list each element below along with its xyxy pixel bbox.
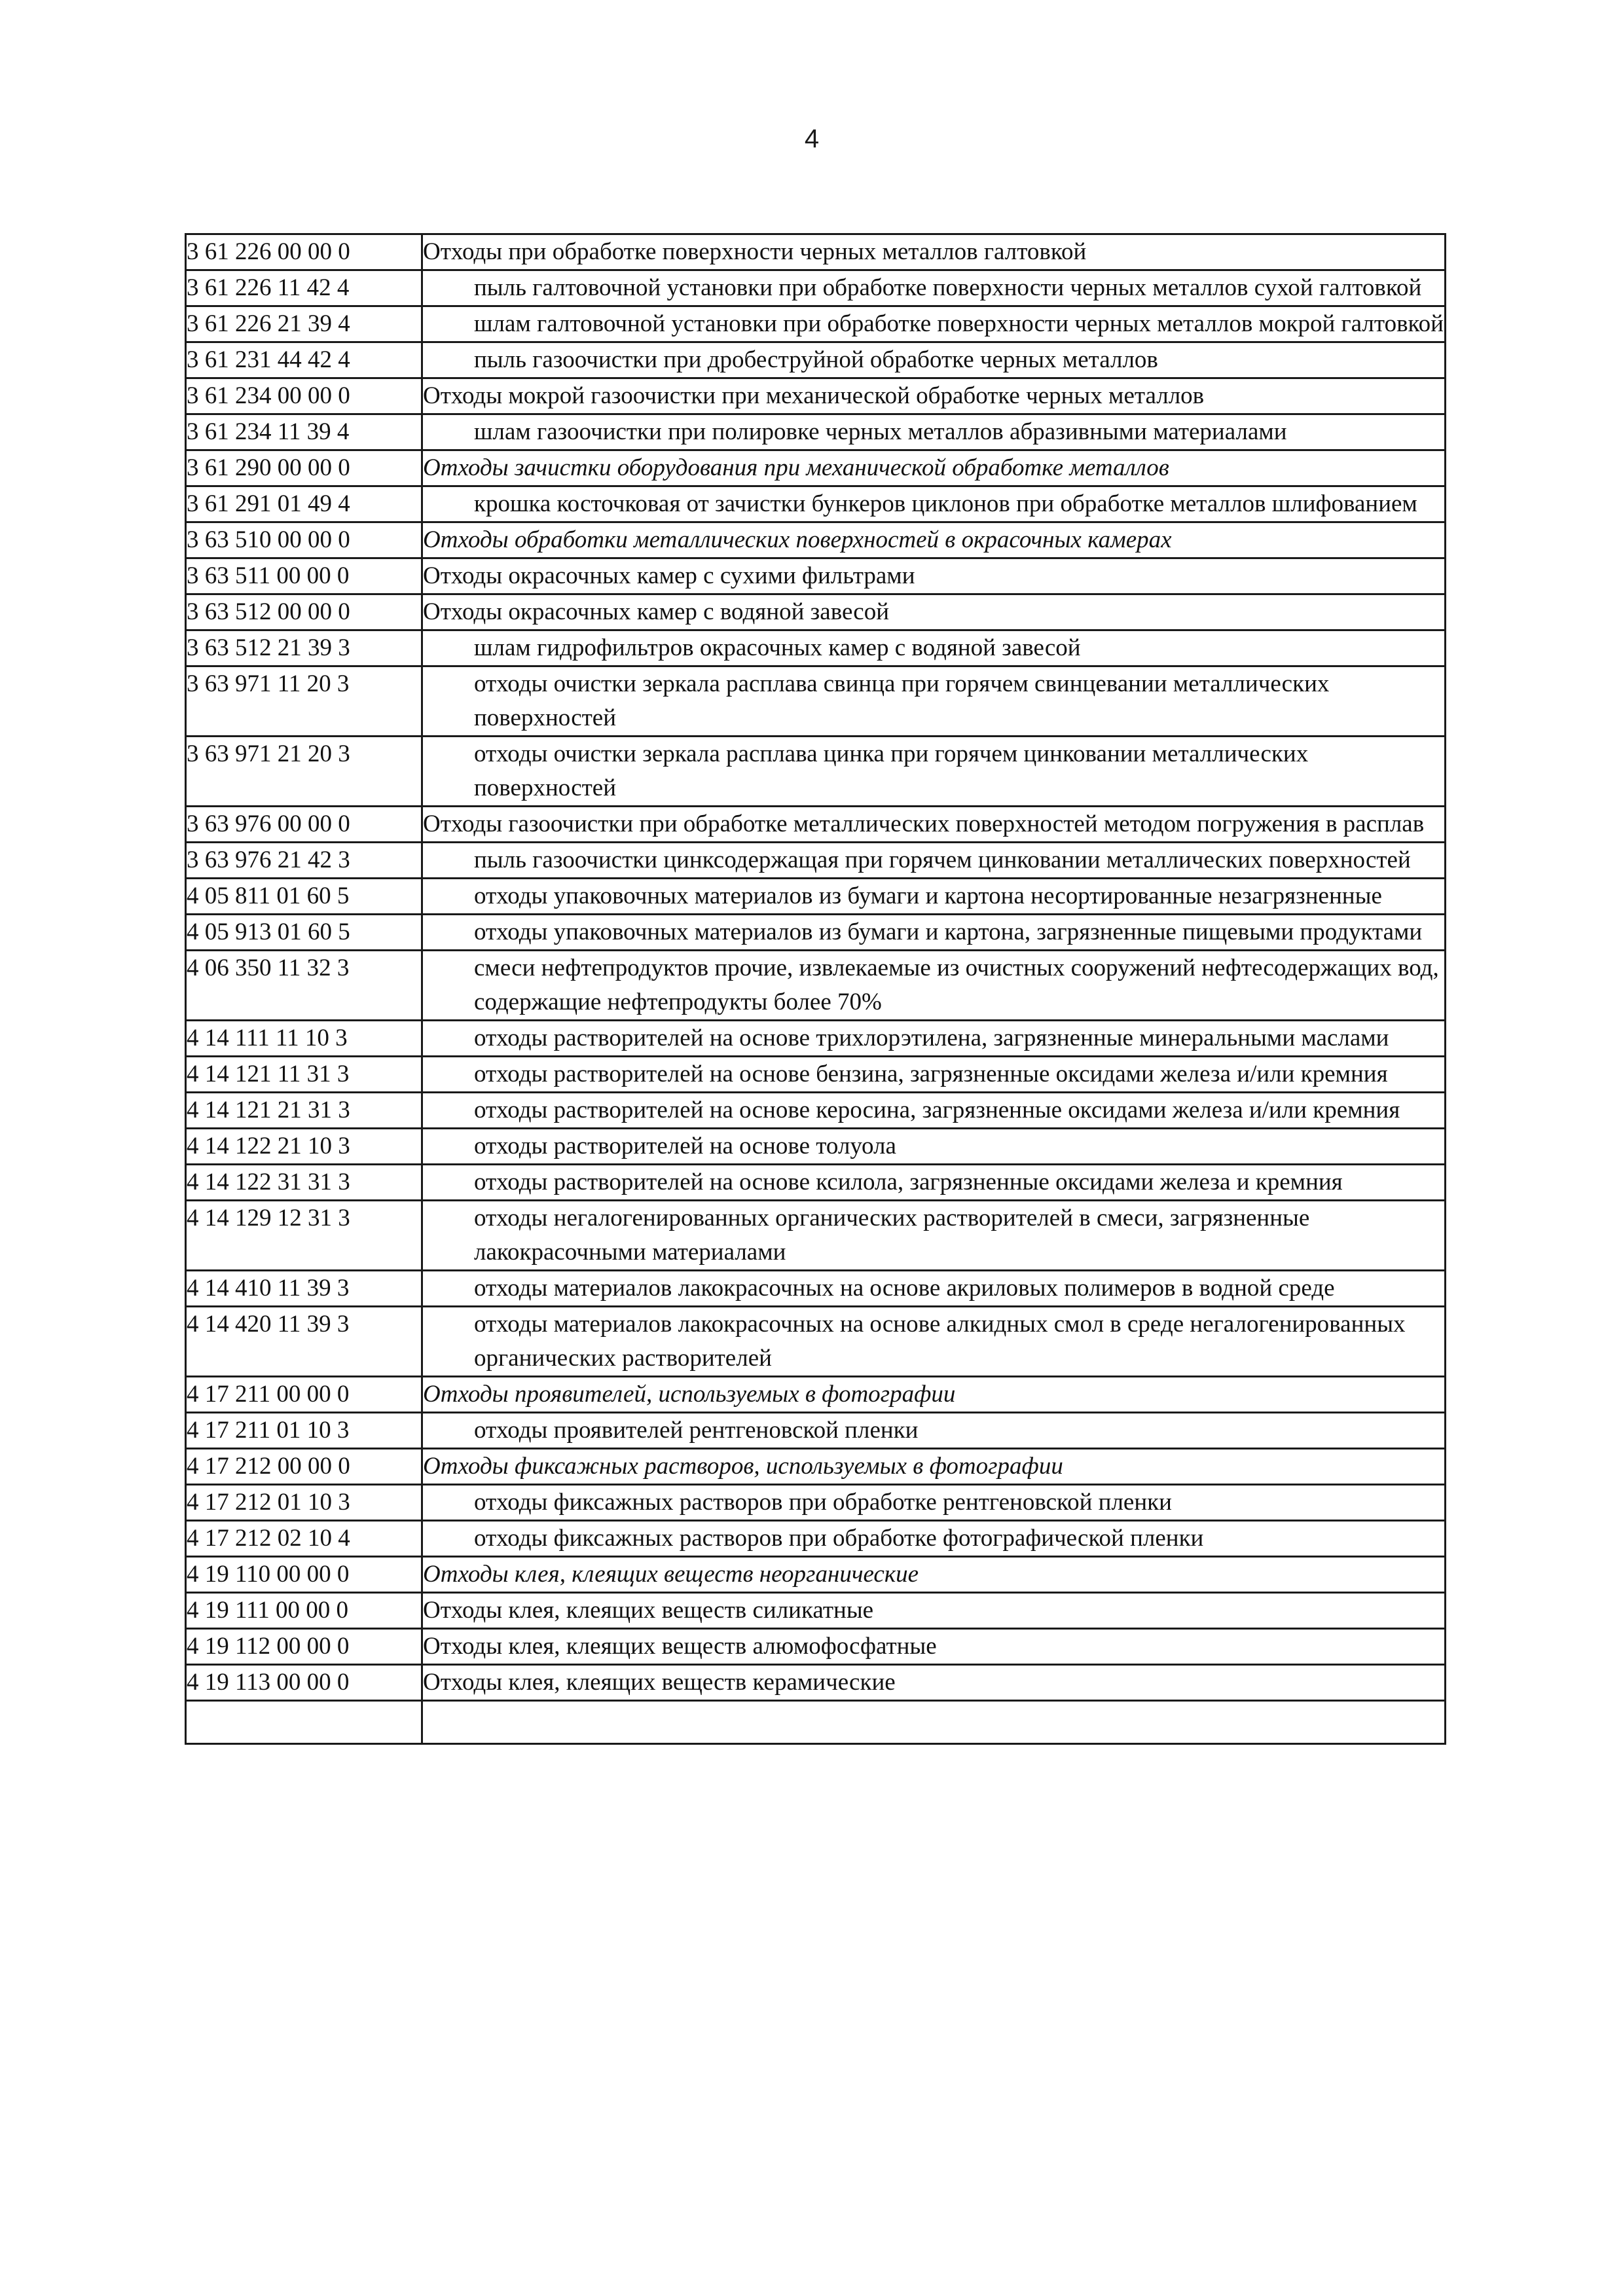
waste-code-cell: 4 14 121 21 31 3 xyxy=(186,1093,422,1129)
waste-code-cell: 4 17 212 00 00 0 xyxy=(186,1449,422,1485)
waste-name-cell: Отходы клея, клеящих веществ алюмофосфатные xyxy=(422,1629,1446,1665)
waste-name-cell: отходы проявителей рентгеновской пленки xyxy=(422,1413,1446,1449)
waste-name-cell: отходы растворителей на основе керосина, загрязненные оксидами железа и/или кремния xyxy=(422,1093,1446,1129)
waste-code-cell: 4 19 111 00 00 0 xyxy=(186,1593,422,1629)
waste-name-cell: отходы фиксажных растворов при обработке рентгеновской пленки xyxy=(422,1485,1446,1521)
waste-name-cell: отходы материалов лакокрасочных на основе акриловых полимеров в водной среде xyxy=(422,1271,1446,1307)
waste-code-cell: 4 05 811 01 60 5 xyxy=(186,879,422,915)
waste-name-cell: отходы очистки зеркала расплава цинка при горячем цинковании металлических поверхностей xyxy=(422,737,1446,807)
waste-code-cell: 3 63 976 00 00 0 xyxy=(186,807,422,843)
table-row xyxy=(186,879,1446,915)
table-row xyxy=(186,1271,1446,1307)
waste-name-cell: шлам галтовочной установки при обработке поверхности черных металлов мокрой галтовкой xyxy=(422,306,1446,342)
waste-name-cell: Отходы проявителей, используемых в фотографии xyxy=(422,1377,1446,1413)
waste-code-cell: 4 17 211 01 10 3 xyxy=(186,1413,422,1449)
empty-row xyxy=(186,1701,1446,1744)
table-row xyxy=(186,378,1446,414)
waste-code-cell: 3 63 512 21 39 3 xyxy=(186,630,422,666)
waste-code-cell: 4 17 211 00 00 0 xyxy=(186,1377,422,1413)
waste-code-cell: 4 17 212 02 10 4 xyxy=(186,1521,422,1557)
waste-code-cell: 3 63 511 00 00 0 xyxy=(186,558,422,594)
waste-name-cell: отходы негалогенированных органических растворителей в смеси, загрязненные лакокрасочными материалами xyxy=(422,1201,1446,1271)
waste-name-cell: пыль газоочистки при дробеструйной обработке черных металлов xyxy=(422,342,1446,378)
table-row xyxy=(186,1377,1446,1413)
waste-code-cell: 3 61 234 00 00 0 xyxy=(186,378,422,414)
waste-name-cell: крошка косточковая от зачистки бункеров циклонов при обработке металлов шлифованием xyxy=(422,486,1446,522)
waste-name-cell: Отходы мокрой газоочистки при механической обработке черных металлов xyxy=(422,378,1446,414)
table-row xyxy=(186,1665,1446,1701)
waste-name-cell: отходы растворителей на основе толуола xyxy=(422,1129,1446,1165)
waste-name-cell: отходы растворителей на основе ксилола, загрязненные оксидами железа и кремния xyxy=(422,1165,1446,1201)
waste-name-cell: отходы упаковочных материалов из бумаги и картона, загрязненные пищевыми продуктами xyxy=(422,915,1446,951)
table-row xyxy=(186,522,1446,558)
table-row xyxy=(186,1201,1446,1271)
waste-code-cell: 4 14 121 11 31 3 xyxy=(186,1057,422,1093)
table-row xyxy=(186,1521,1446,1557)
waste-code-cell: 3 63 971 11 20 3 xyxy=(186,666,422,737)
waste-code-cell: 4 14 122 31 31 3 xyxy=(186,1165,422,1201)
table-row xyxy=(186,1021,1446,1057)
empty-cell xyxy=(186,1701,422,1744)
waste-code-cell: 3 61 226 21 39 4 xyxy=(186,306,422,342)
table-row xyxy=(186,1413,1446,1449)
table-row xyxy=(186,1485,1446,1521)
table-row xyxy=(186,737,1446,807)
table-row xyxy=(186,1057,1446,1093)
table-row xyxy=(186,594,1446,630)
table-row xyxy=(186,1629,1446,1665)
waste-name-cell: Отходы обработки металлических поверхностей в окрасочных камерах xyxy=(422,522,1446,558)
table-row xyxy=(186,414,1446,450)
waste-code-cell: 4 14 111 11 10 3 xyxy=(186,1021,422,1057)
waste-name-cell: пыль газоочистки цинксодержащая при горячем цинковании металлических поверхностей xyxy=(422,843,1446,879)
table-row xyxy=(186,306,1446,342)
table-row xyxy=(186,450,1446,486)
waste-name-cell: Отходы фиксажных растворов, используемых в фотографии xyxy=(422,1449,1446,1485)
waste-code-cell: 3 61 231 44 42 4 xyxy=(186,342,422,378)
waste-code-cell: 4 19 112 00 00 0 xyxy=(186,1629,422,1665)
waste-code-cell: 4 14 122 21 10 3 xyxy=(186,1129,422,1165)
waste-code-cell: 3 61 290 00 00 0 xyxy=(186,450,422,486)
table-row xyxy=(186,1129,1446,1165)
table-row xyxy=(186,951,1446,1021)
waste-name-cell: шлам газоочистки при полировке черных металлов абразивными материалами xyxy=(422,414,1446,450)
table-row xyxy=(186,915,1446,951)
table-row xyxy=(186,234,1446,270)
waste-code-cell: 3 63 971 21 20 3 xyxy=(186,737,422,807)
waste-code-cell: 4 19 113 00 00 0 xyxy=(186,1665,422,1701)
page-number: 4 xyxy=(804,124,820,153)
table-row xyxy=(186,342,1446,378)
waste-code-cell: 4 05 913 01 60 5 xyxy=(186,915,422,951)
waste-code-cell: 3 63 512 00 00 0 xyxy=(186,594,422,630)
waste-code-cell: 4 06 350 11 32 3 xyxy=(186,951,422,1021)
table-row xyxy=(186,486,1446,522)
waste-code-cell: 3 61 226 00 00 0 xyxy=(186,234,422,270)
waste-code-cell: 4 17 212 01 10 3 xyxy=(186,1485,422,1521)
waste-name-cell: отходы очистки зеркала расплава свинца при горячем свинцевании металлических поверхностей xyxy=(422,666,1446,737)
waste-code-cell: 3 63 976 21 42 3 xyxy=(186,843,422,879)
table-row xyxy=(186,1093,1446,1129)
waste-code-cell: 4 14 129 12 31 3 xyxy=(186,1201,422,1271)
waste-code-cell: 3 61 291 01 49 4 xyxy=(186,486,422,522)
waste-name-cell: Отходы клея, клеящих веществ неорганические xyxy=(422,1557,1446,1593)
table-row xyxy=(186,1593,1446,1629)
waste-code-cell: 4 14 420 11 39 3 xyxy=(186,1307,422,1377)
table-row xyxy=(186,1557,1446,1593)
table-row xyxy=(186,270,1446,306)
waste-code-cell: 3 63 510 00 00 0 xyxy=(186,522,422,558)
waste-code-cell: 3 61 226 11 42 4 xyxy=(186,270,422,306)
waste-name-cell: Отходы клея, клеящих веществ керамические xyxy=(422,1665,1446,1701)
waste-name-cell: отходы материалов лакокрасочных на основе алкидных смол в среде негалогенированных органических растворителей xyxy=(422,1307,1446,1377)
waste-name-cell: смеси нефтепродуктов прочие, извлекаемые из очистных сооружений нефтесодержащих вод, содержащие нефтепродукты более 70% xyxy=(422,951,1446,1021)
waste-name-cell: Отходы клея, клеящих веществ силикатные xyxy=(422,1593,1446,1629)
waste-code-cell: 3 61 234 11 39 4 xyxy=(186,414,422,450)
empty-cell xyxy=(422,1701,1446,1744)
waste-name-cell: пыль галтовочной установки при обработке поверхности черных металлов сухой галтовкой xyxy=(422,270,1446,306)
waste-name-cell: отходы упаковочных материалов из бумаги и картона несортированные незагрязненные xyxy=(422,879,1446,915)
table-row xyxy=(186,807,1446,843)
waste-name-cell: отходы фиксажных растворов при обработке фотографической пленки xyxy=(422,1521,1446,1557)
waste-codes-table xyxy=(185,233,1446,1745)
waste-code-cell: 4 19 110 00 00 0 xyxy=(186,1557,422,1593)
waste-name-cell: Отходы зачистки оборудования при механической обработке металлов xyxy=(422,450,1446,486)
waste-name-cell: Отходы окрасочных камер с водяной завесой xyxy=(422,594,1446,630)
waste-name-cell: отходы растворителей на основе бензина, загрязненные оксидами железа и/или кремния xyxy=(422,1057,1446,1093)
table-row xyxy=(186,843,1446,879)
waste-name-cell: Отходы газоочистки при обработке металлических поверхностей методом погружения в расплав xyxy=(422,807,1446,843)
table-row xyxy=(186,1307,1446,1377)
table-row xyxy=(186,1449,1446,1485)
waste-name-cell: Отходы окрасочных камер с сухими фильтрами xyxy=(422,558,1446,594)
table-row xyxy=(186,558,1446,594)
table-row xyxy=(186,666,1446,737)
waste-code-cell: 4 14 410 11 39 3 xyxy=(186,1271,422,1307)
table-row xyxy=(186,630,1446,666)
waste-name-cell: отходы растворителей на основе трихлорэтилена, загрязненные минеральными маслами xyxy=(422,1021,1446,1057)
table-row xyxy=(186,1165,1446,1201)
table-body xyxy=(186,234,1446,1744)
waste-name-cell: шлам гидрофильтров окрасочных камер с водяной завесой xyxy=(422,630,1446,666)
waste-name-cell: Отходы при обработке поверхности черных металлов галтовкой xyxy=(422,234,1446,270)
